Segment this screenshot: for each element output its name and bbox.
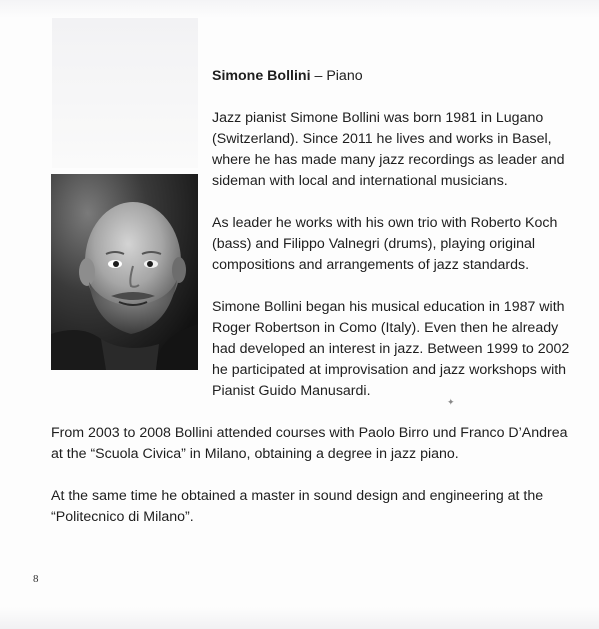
bio-paragraph-3: Simone Bollini began his musical education in 1987 with Roger Robertson in Como (Italy). Even then he already had developed an interest in jazz. Between 1999 to 2002 he participated at improvisation and jazz workshops with Pianist Guido Manusardi. — [212, 299, 570, 399]
bio-text-column — [212, 66, 572, 423]
portrait-illustration — [51, 174, 198, 370]
artist-instrument: Piano — [326, 68, 363, 84]
show-through-shadow — [52, 18, 198, 168]
print-speck: ✦ — [447, 397, 455, 407]
portrait-photo — [51, 174, 198, 370]
artist-heading — [212, 66, 572, 87]
bio-paragraph-2: As leader he works with his own trio with Roberto Koch (bass) and Filippo Valnegri (drums), playing original compositions and arrangements of jazz standards. — [212, 215, 558, 273]
bio-paragraph-4: From 2003 to 2008 Bollini attended courses with Paolo Birro und Franco D’Andrea at the “Scuola Civica” in Milano, obtaining a degree in jazz piano. — [51, 425, 568, 462]
page-bottom-edge — [0, 607, 599, 629]
page-top-edge — [0, 0, 599, 18]
bio-paragraph-1: Jazz pianist Simone Bollini was born 1981 in Lugano (Switzerland). Since 2011 he lives and works in Basel, where he has made many jazz recordings as leader and sideman with local and international musicians. — [212, 110, 565, 189]
page-number: 8 — [33, 573, 39, 585]
heading-separator: – — [310, 68, 327, 84]
bio-paragraph-5: At the same time he obtained a master in sound design and engineering at the “Politecnico di Milano”. — [51, 488, 544, 525]
artist-name: Simone Bollini — [212, 68, 311, 84]
bio-text-full-width — [51, 423, 576, 549]
